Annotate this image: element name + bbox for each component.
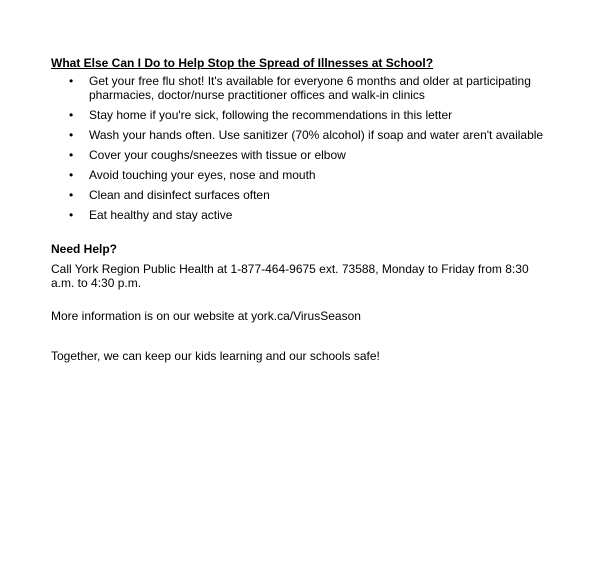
list-item-text: Get your free flu shot! It's available for everyone 6 months and older at participating pharmacies, doctor/nurse practitioner offices and walk-in clinics bbox=[89, 74, 531, 102]
closing-paragraph: Together, we can keep our kids learning and our schools safe! bbox=[51, 349, 380, 363]
bullet-icon: • bbox=[69, 208, 74, 222]
website-paragraph: More information is on our website at york.ca/VirusSeason bbox=[51, 309, 361, 323]
list-item bbox=[51, 168, 551, 182]
list-item-text: Clean and disinfect surfaces often bbox=[89, 188, 270, 202]
bullet-icon: • bbox=[69, 188, 74, 202]
list-item bbox=[51, 208, 551, 222]
bullet-icon: • bbox=[69, 108, 74, 122]
need-help-heading: Need Help? bbox=[51, 242, 118, 256]
bullet-icon: • bbox=[69, 168, 74, 182]
list-item-text: Avoid touching your eyes, nose and mouth bbox=[89, 168, 316, 182]
list-item bbox=[51, 188, 551, 202]
list-item bbox=[51, 148, 551, 162]
bullet-icon: • bbox=[69, 74, 74, 88]
bullet-icon: • bbox=[69, 128, 74, 142]
list-item-text: Wash your hands often. Use sanitizer (70% alcohol) if soap and water aren't available bbox=[89, 128, 544, 142]
tips-list bbox=[51, 74, 551, 222]
bullet-icon: • bbox=[69, 148, 74, 162]
contact-paragraph: Call York Region Public Health at 1-877-464-9675 ext. 73588, Monday to Friday from 8:30 a.m. to 4:30 p.m. bbox=[51, 262, 529, 290]
list-item bbox=[51, 128, 551, 142]
list-item-text: Cover your coughs/sneezes with tissue or elbow bbox=[89, 148, 346, 162]
list-item-text: Eat healthy and stay active bbox=[89, 208, 233, 222]
document-body bbox=[51, 56, 551, 363]
list-item bbox=[51, 74, 551, 102]
section-heading: What Else Can I Do to Help Stop the Spread of Illnesses at School? bbox=[51, 56, 434, 70]
list-item bbox=[51, 108, 551, 122]
list-item-text: Stay home if you're sick, following the recommendations in this letter bbox=[89, 108, 453, 122]
